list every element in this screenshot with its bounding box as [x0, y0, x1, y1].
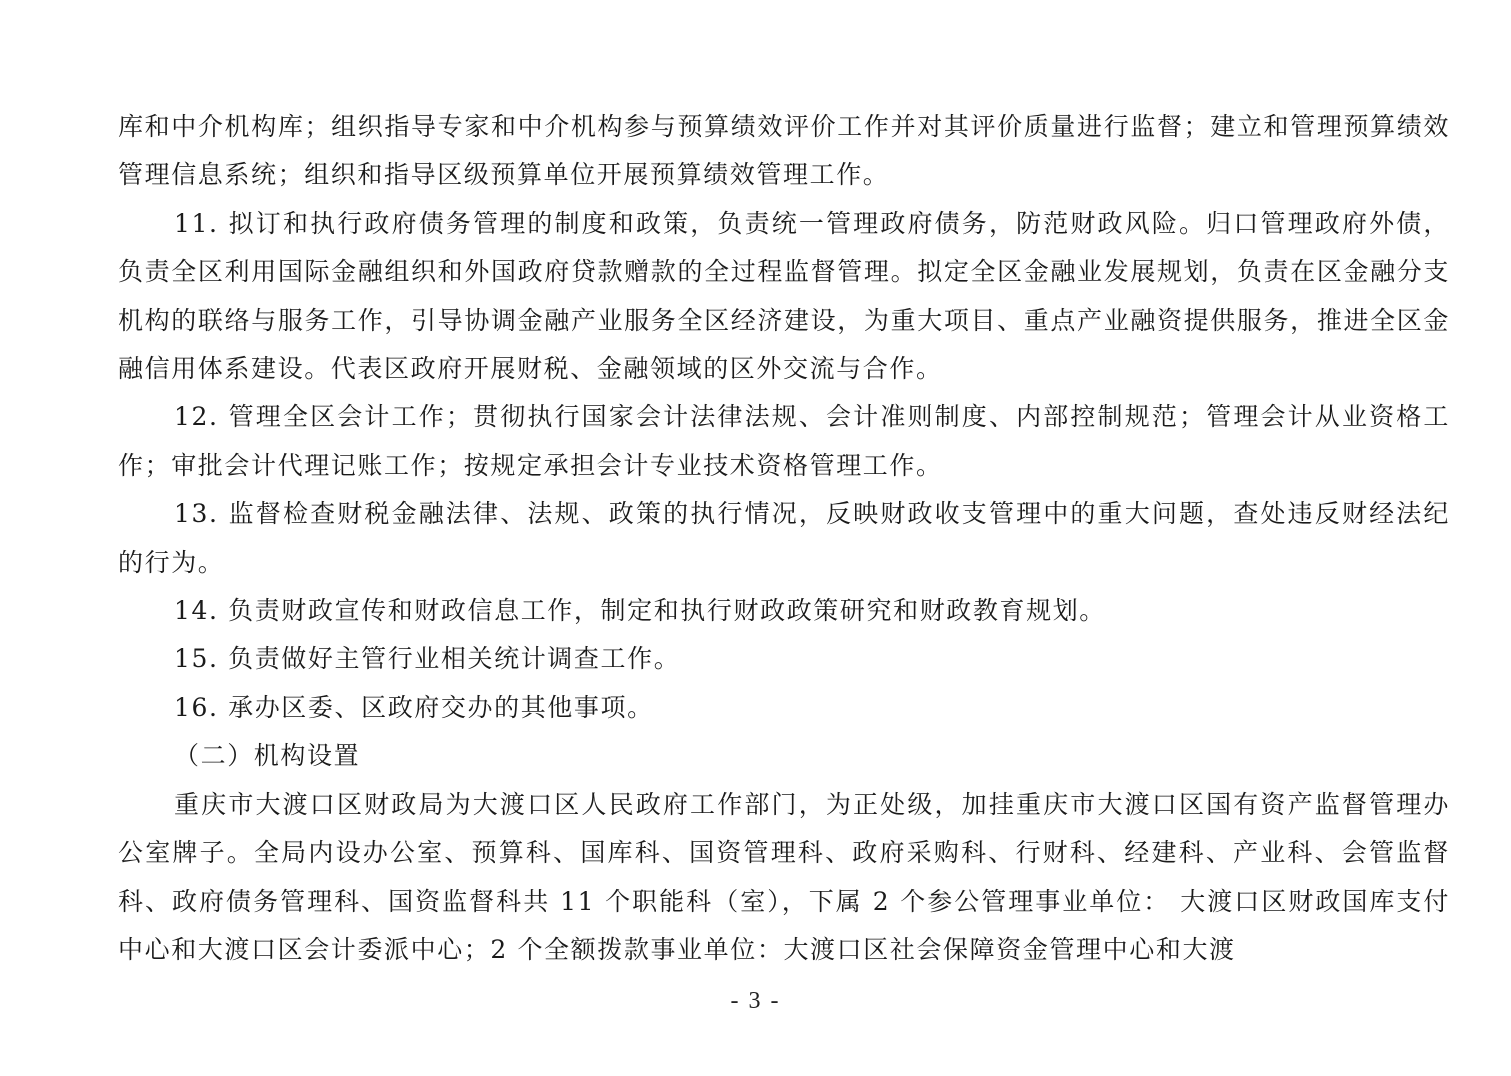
paragraph-item-13: 13. 监督检查财税金融法律、法规、政策的执行情况，反映财政收支管理中的重大问题，查处违反财经法纪的行为。: [118, 499, 1450, 577]
page-number: - 3 -: [730, 988, 781, 1014]
section-paragraph: 重庆市大渡口区财政局为大渡口区人民政府工作部门，为正处级，加挂重庆市大渡口区国有资产监督管理办公室牌子。全局内设办公室、预算科、国库科、国资管理科、政府采购科、行财科、经建科、产业科、会管监督科、政府债务管理科、国资监督科共 11 个职能科（室），下属 2 个参公管理事业单位： 大渡口区财政国库支付中心和大渡口区会计委派中心；2 个全额拨款事业单位：大渡口区社会保障资金管理中心和大渡: [118, 789, 1450, 964]
paragraph-item-12: 12. 管理全区会计工作；贯彻执行国家会计法律法规、会计准则制度、内部控制规范；管理会计从业资格工作；审批会计代理记账工作；按规定承担会计专业技术资格管理工作。: [118, 402, 1450, 480]
section-heading: （二）机构设置: [174, 741, 361, 771]
paragraph-item-16: 16. 承办区委、区政府交办的其他事项。: [174, 692, 654, 722]
paragraph-item-15: 15. 负责做好主管行业相关统计调查工作。: [174, 644, 681, 674]
paragraph-item-14: 14. 负责财政宣传和财政信息工作，制定和执行财政政策研究和财政教育规划。: [174, 596, 1106, 626]
paragraph-continuation: 库和中介机构库；组织指导专家和中介机构参与预算绩效评价工作并对其评价质量进行监督；建立和管理预算绩效管理信息系统；组织和指导区级预算单位开展预算绩效管理工作。: [118, 112, 1450, 190]
document-body: [118, 103, 1450, 974]
paragraph-item-11: 11. 拟订和执行政府债务管理的制度和政策，负责统一管理政府债务，防范财政风险。归口管理政府外债，负责全区利用国际金融组织和外国政府贷款赠款的全过程监督管理。拟定全区金融业发展规划，负责在区金融分支机构的联络与服务工作，引导协调金融产业服务全区经济建设，为重大项目、重点产业融资提供服务，推进全区金融信用体系建设。代表区政府开展财税、金融领域的区外交流与合作。: [118, 208, 1450, 384]
